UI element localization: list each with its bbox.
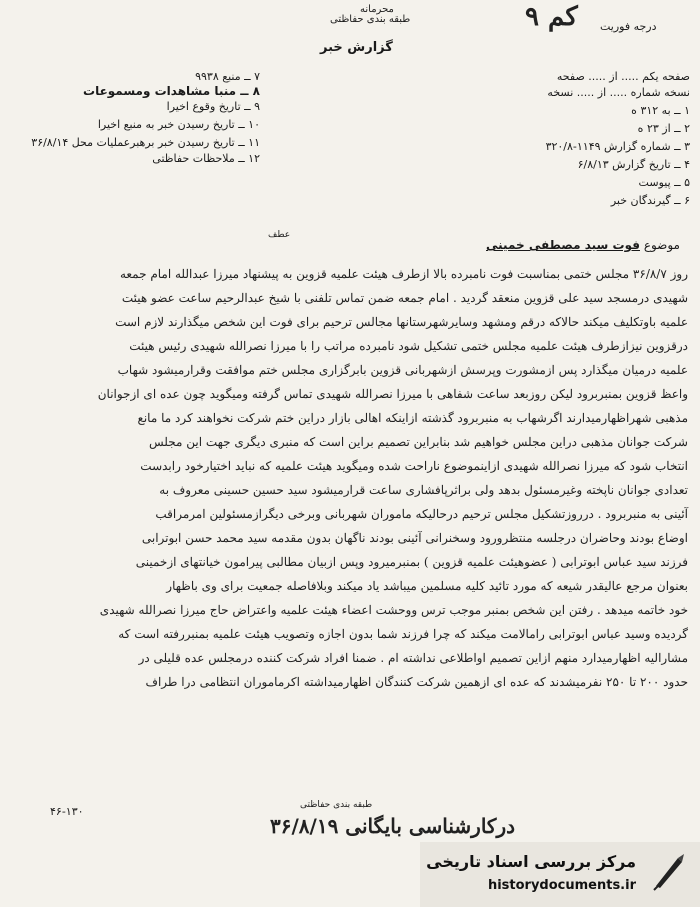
field-attachment: ۵ ــ پیوست [638, 176, 690, 189]
subject-label: موضوع [643, 238, 680, 252]
urgency-label: درجه فوریت [600, 20, 657, 33]
body-line: اوضاع بودند وحاضران درجلسه منتظرورود وسخنرانی آئینی بودند ناگهان بدون مقدمه سید محمد حسن ابوترابی [141, 531, 688, 545]
body-line: مشارالیه اظهارمیدارد منهم ازاین تصمیم اواطلاعی نداشته ام . ضمنا افراد شرکت کننده درمجلس عده قلیلی در [138, 651, 688, 665]
subject-row [486, 238, 680, 252]
body-line: روز ۳۶/۸/۷ مجلس ختمی بمناسبت فوت نامبرده بالا ازطرف هیئت علمیه قزوین به پیشنهاد میرزا عبدالله امام جمعه [119, 267, 688, 281]
urgency-handwritten: ۹ کم [525, 2, 578, 32]
field-security-notes: ۱۲ ــ ملاحظات حفاظتی [152, 152, 260, 165]
body-line: آئینی به منبربرود . درروزتشکیل مجلس ترحیم درحالیکه ماموران شهربانی وبرخی دیگرازمسئولین امرمراقب [155, 507, 688, 521]
field-basis: ۸ ــ منبا مشاهدات ومسموعات [83, 84, 260, 98]
field-copy-number: نسخه شماره ..... از ..... نسخه [547, 86, 690, 99]
body-line: علمیه باوتکلیف میکند حالاکه درقم ومشهد وسایرشهرستانها مجالس ترحیم برای فوت این شخص میگذارند لازم است [115, 315, 688, 329]
field-report-date: ۴ ــ تاریخ گزارش ۶/۸/۱۳ [577, 158, 690, 171]
body-line: واعظ قزوین بمنبربرود لیکن روزبعد ساعت شفاهی با میرزا نصرالله شهیدی تماس گرفته ومیگوید چون عده ای ازجوانان [97, 387, 688, 401]
quill-logo-icon [648, 852, 688, 892]
body-line: فرزند سید عباس ابوترابی ( عضوهیئت علمیه قزوین ) بمنبرمیرود وپس ازبیان مطالبی پیرامون خیانتهای ازخمینی [135, 555, 688, 569]
archive-handwritten-note: درکارشناسی بایگانی ۳۶/۸/۱۹ [270, 814, 516, 838]
field-source-received-date: ۱۰ ــ تاریخ رسیدن خبر به منبع اخیرا [97, 118, 260, 131]
report-title: گزارش خبر [320, 40, 393, 55]
classification-stamp: محرمانه [360, 4, 394, 15]
field-to: ۱ ــ به ۳۱۲ ه [631, 104, 690, 117]
body-line: خود خاتمه میدهد . رفتن این شخص بمنبر موجب ترس ووحشت اعضاء هیئت علمیه واعتراض حاج میرزا نصرالله شهیدی [99, 603, 688, 617]
body-line: شرکت جوانان مذهبی دراین مجلس خواهیم شد بنابراین تصمیم براین است که منبری دیگری جهت این مجلس [148, 435, 688, 449]
body-line: گردیده وسید عباس ابوترابی رامالامت میکند که چرا فرزند شما بدون اجازه وتصویب هیئت علمیه بمنبررفته است که [118, 627, 688, 641]
field-operations-received-date: ۱۱ ــ تاریخ رسیدن خبر برهبرعملیات محل ۳۶/۸/۱۴ [31, 136, 260, 149]
reference-tag: عطف [268, 230, 291, 240]
watermark-title: مرکز بررسی اسناد تاریخی [426, 852, 636, 871]
classification-label: طبقه بندی حفاظتی [330, 14, 411, 25]
field-recipients: ۶ ــ گیرندگان خبر [610, 194, 690, 207]
subject-value: فوت سید مصطفی خمینی [486, 238, 640, 252]
body-line: بعنوان مرجع عالیقدر شیعه که مورد تائید کلیه مسلمین میباشد یاد میکند وبلافاصله جمعیت برای وی باظهار [166, 579, 688, 593]
body-line: علمیه درمیان میگذارد پس ازمشورت وپرسش ازشهربانی قزوین بابرگزاری مجلس ختم موافقت وقرارمیشود شهاب [117, 363, 688, 377]
body-line: حدود ۲۰۰ تا ۲۵۰ نفرمیشدند که عده ای ازهمین شرکت کنندگان اظهارمیداشته اکرماموران انتظامی درا طراف [145, 675, 688, 689]
body-line: تعدادی جوانان ناپخته وغیرمسئول بدهد ولی براثرپافشاری ساعت قرارمیشود سید حسین حسینی معروف به [159, 483, 688, 497]
footer-classification: طبقه بندی حفاظتی [300, 800, 373, 810]
body-line: انتخاب شود که میرزا نصرالله شهیدی ازاینموضوع ناراحت شده ومیگوید هیئت علمیه که نباید اختیارخود رابدست [140, 459, 688, 473]
body-line: درقزوین نیزازطرف هیئت علمیه مجلس ختمی تشکیل شود نامبرده مراتب را با میرزا نصرالله شهیدی رئیس هیئت [129, 339, 688, 353]
field-page-number: صفحه یکم ..... از ..... صفحه [556, 70, 690, 83]
watermark-url: historydocuments.ir [487, 878, 636, 893]
archive-watermark [420, 842, 700, 907]
body-line: مذهبی شهراظهارمیدارند اگرشهاب به منبربرود گذشته ازاینکه اهالی بازار دراین ختم شرکت نخواهند کرد ما مانع [137, 411, 688, 425]
report-body [20, 262, 688, 694]
field-occurrence-date: ۹ ــ تاریخ وقوع اخیرا [166, 100, 260, 113]
field-source: ۷ ــ منبع ۹۹۳۸ [195, 70, 260, 83]
field-from: ۲ ــ از ۲۳ ه [637, 122, 690, 135]
field-report-number: ۳ ــ شماره گزارش ۱۱۴۹-۳۲۰/۸ [545, 140, 690, 153]
body-line: شهیدی درمسجد سید علی قزوین منعقد گردید . امام جمعه ضمن تماس تلفنی با شیخ عبدالرحیم ساعت عضو هیئت [121, 291, 688, 305]
page-code: ۴۶-۱۳۰ [50, 805, 84, 818]
